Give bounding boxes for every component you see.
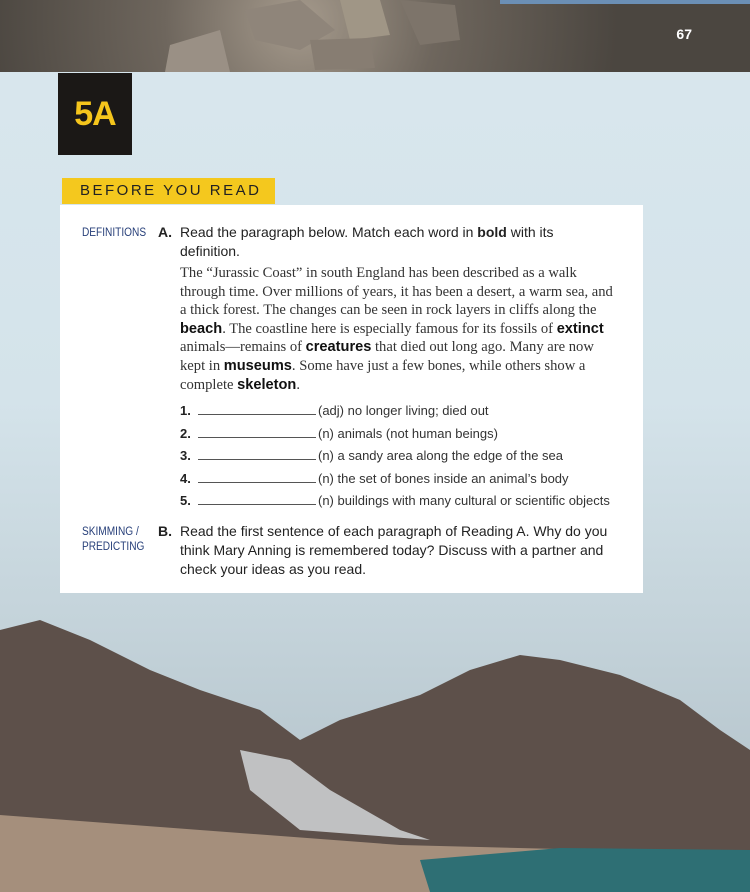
- bold-vocab-word: creatures: [305, 339, 372, 356]
- item-number: 5.: [180, 493, 191, 508]
- paragraph-text: The “Jurassic Coast” in south England has been described as a walk through time. Over millions of years, it has been a desert, a warm sea, and a thick forest. The changes can be seen in rock layers in cliffs along the: [180, 265, 613, 319]
- bold-vocab-word: extinct: [556, 320, 604, 337]
- answer-blank[interactable]: [198, 493, 316, 505]
- paragraph-text: . The coastline here is especially famous for its fossils of: [222, 320, 557, 337]
- item-definition: (adj) no longer living; died out: [318, 403, 489, 418]
- exercise-b-instruction: Read the first sentence of each paragraph of Reading A. Why do you think Mary Anning is remembered today? Discuss with a partner and check your ideas as you read.: [180, 523, 608, 577]
- item-number: 4.: [180, 470, 191, 486]
- bold-vocab-word: skeleton: [237, 376, 297, 393]
- item-definition: (n) the set of bones inside an animal’s body: [318, 470, 569, 486]
- item-definition: (n) animals (not human beings): [318, 425, 498, 441]
- item-number: 2.: [180, 425, 191, 441]
- answer-blank[interactable]: [198, 403, 316, 415]
- page-number: 67: [676, 26, 692, 42]
- definition-item: [180, 403, 489, 418]
- definition-item: [180, 448, 563, 463]
- paragraph-text: animals—remains of: [180, 339, 306, 356]
- definition-item: [180, 426, 498, 441]
- paragraph-text: .: [296, 376, 301, 393]
- instruction-text: with its definition.: [180, 224, 554, 259]
- item-number: 3.: [180, 448, 191, 463]
- exercise-card: [60, 205, 643, 593]
- answer-blank[interactable]: [198, 448, 316, 460]
- item-number: 1.: [180, 403, 191, 418]
- skimming-label: [82, 525, 144, 555]
- header-rocks-photo: [0, 0, 750, 72]
- coast-landscape-photo: [0, 600, 750, 892]
- predicting-label-line: PREDICTING: [82, 541, 145, 553]
- rocks-illustration: [0, 0, 750, 72]
- instruction-bold: bold: [477, 224, 507, 240]
- item-definition: (n) buildings with many cultural or scientific objects: [318, 493, 610, 508]
- paragraph-text: . Some have just a few bones, while others show a complete: [180, 357, 586, 393]
- unit-badge: 5A: [58, 73, 132, 155]
- bold-vocab-word: museums: [223, 357, 292, 374]
- paragraph-text: that died out long ago. Many are now kept in: [180, 339, 594, 374]
- definitions-label: DEFINITIONS: [82, 227, 147, 239]
- definition-item: [180, 471, 569, 486]
- section-banner: BEFORE YOU READ: [62, 178, 275, 204]
- skimming-label-line: SKIMMING /: [82, 526, 139, 538]
- item-definition: (n) a sandy area along the edge of the sea: [318, 448, 564, 463]
- answer-blank[interactable]: [198, 426, 316, 438]
- exercise-a-letter: A.: [158, 224, 172, 240]
- jurassic-coast-paragraph: [180, 264, 620, 394]
- bold-vocab-word: beach: [180, 320, 223, 337]
- exercise-b-letter: B.: [158, 523, 172, 539]
- definition-item: [180, 493, 610, 508]
- instruction-text: Read the paragraph below. Match each word in: [180, 224, 478, 240]
- exercise-a-instruction: [180, 223, 610, 261]
- answer-blank[interactable]: [198, 471, 316, 483]
